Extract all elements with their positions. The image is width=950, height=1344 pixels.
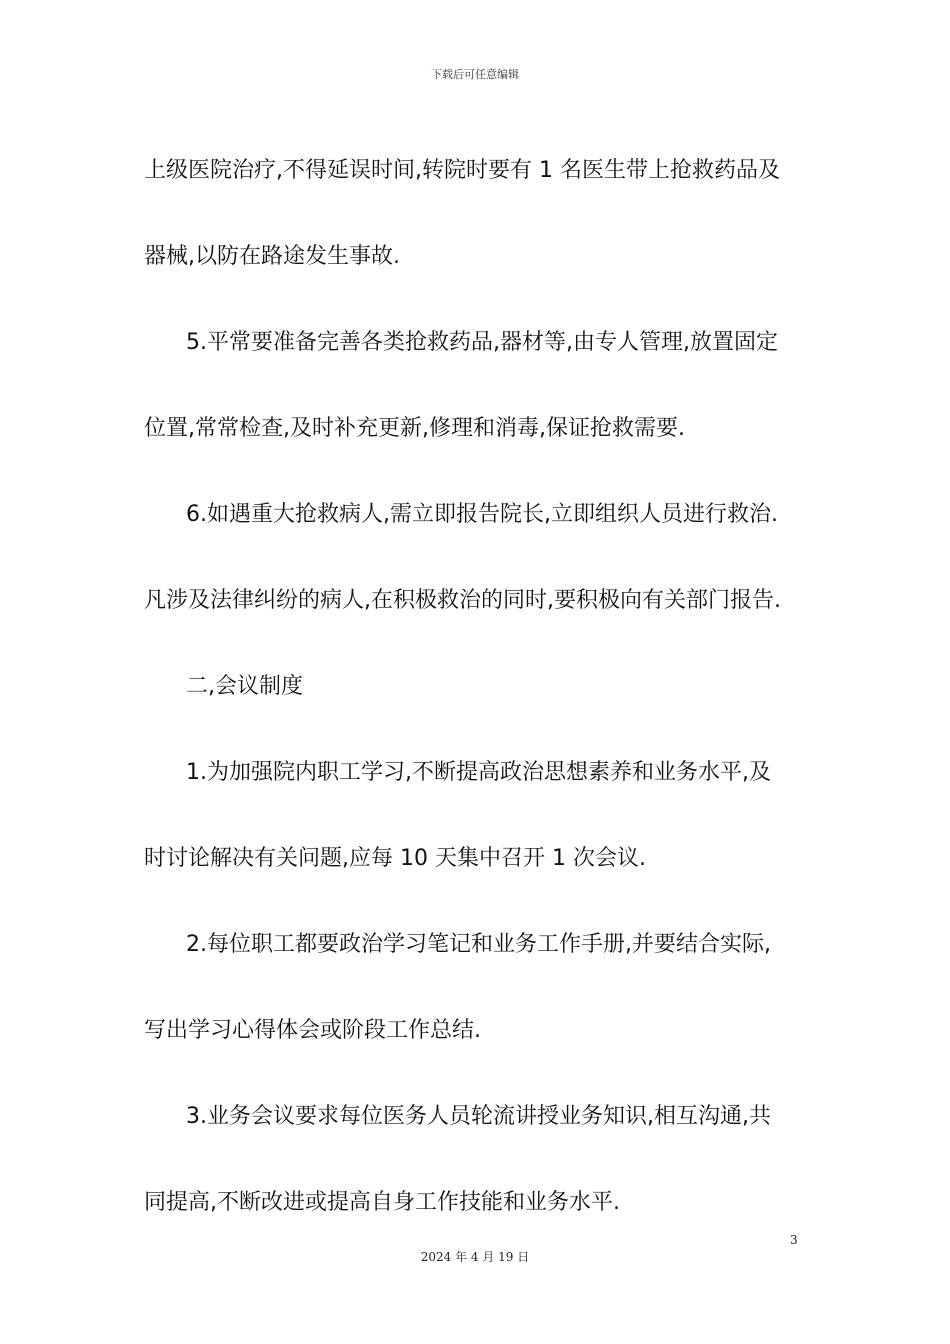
paragraph-line: 同提高,不断改进或提高自身工作技能和业务水平. — [144, 1190, 620, 1215]
paragraph-line: 时讨论解决有关问题,应每 10 天集中召开 1 次会议. — [144, 846, 646, 871]
document-body — [144, 128, 810, 1246]
paragraph-line: 6.如遇重大抢救病人,需立即报告院长,立即组织人员进行救治. — [186, 502, 778, 527]
paragraph-line: 凡涉及法律纠纷的病人,在积极救治的同时,要积极向有关部门报告. — [144, 588, 781, 613]
paragraph-line: 位置,常常检查,及时补充更新,修理和消毒,保证抢救需要. — [144, 416, 685, 441]
paragraph-line: 器械,以防在路途发生事故. — [144, 244, 400, 269]
footer-date: 2024 年 4 月 19 日 — [420, 1250, 530, 1264]
paragraph-line: 2.每位职工都要政治学习笔记和业务工作手册,并要结合实际, — [186, 932, 771, 957]
paragraph-line: 3.业务会议要求每位医务人员轮流讲授业务知识,相互沟通,共 — [186, 1104, 771, 1129]
paragraph-line: 1.为加强院内职工学习,不断提高政治思想素养和业务水平,及 — [186, 760, 771, 785]
section-heading: 二,会议制度 — [186, 674, 303, 699]
paragraph-line: 上级医院治疗,不得延误时间,转院时要有 1 名医生带上抢救药品及 — [144, 158, 780, 183]
paragraph-line: 5.平常要准备完善各类抢救药品,器材等,由专人管理,放置固定 — [186, 330, 778, 355]
paragraph-line: 写出学习心得体会或阶段工作总结. — [144, 1018, 481, 1043]
page-number: 3 — [790, 1233, 798, 1247]
page-header: 下载后可任意编辑 — [431, 68, 519, 81]
